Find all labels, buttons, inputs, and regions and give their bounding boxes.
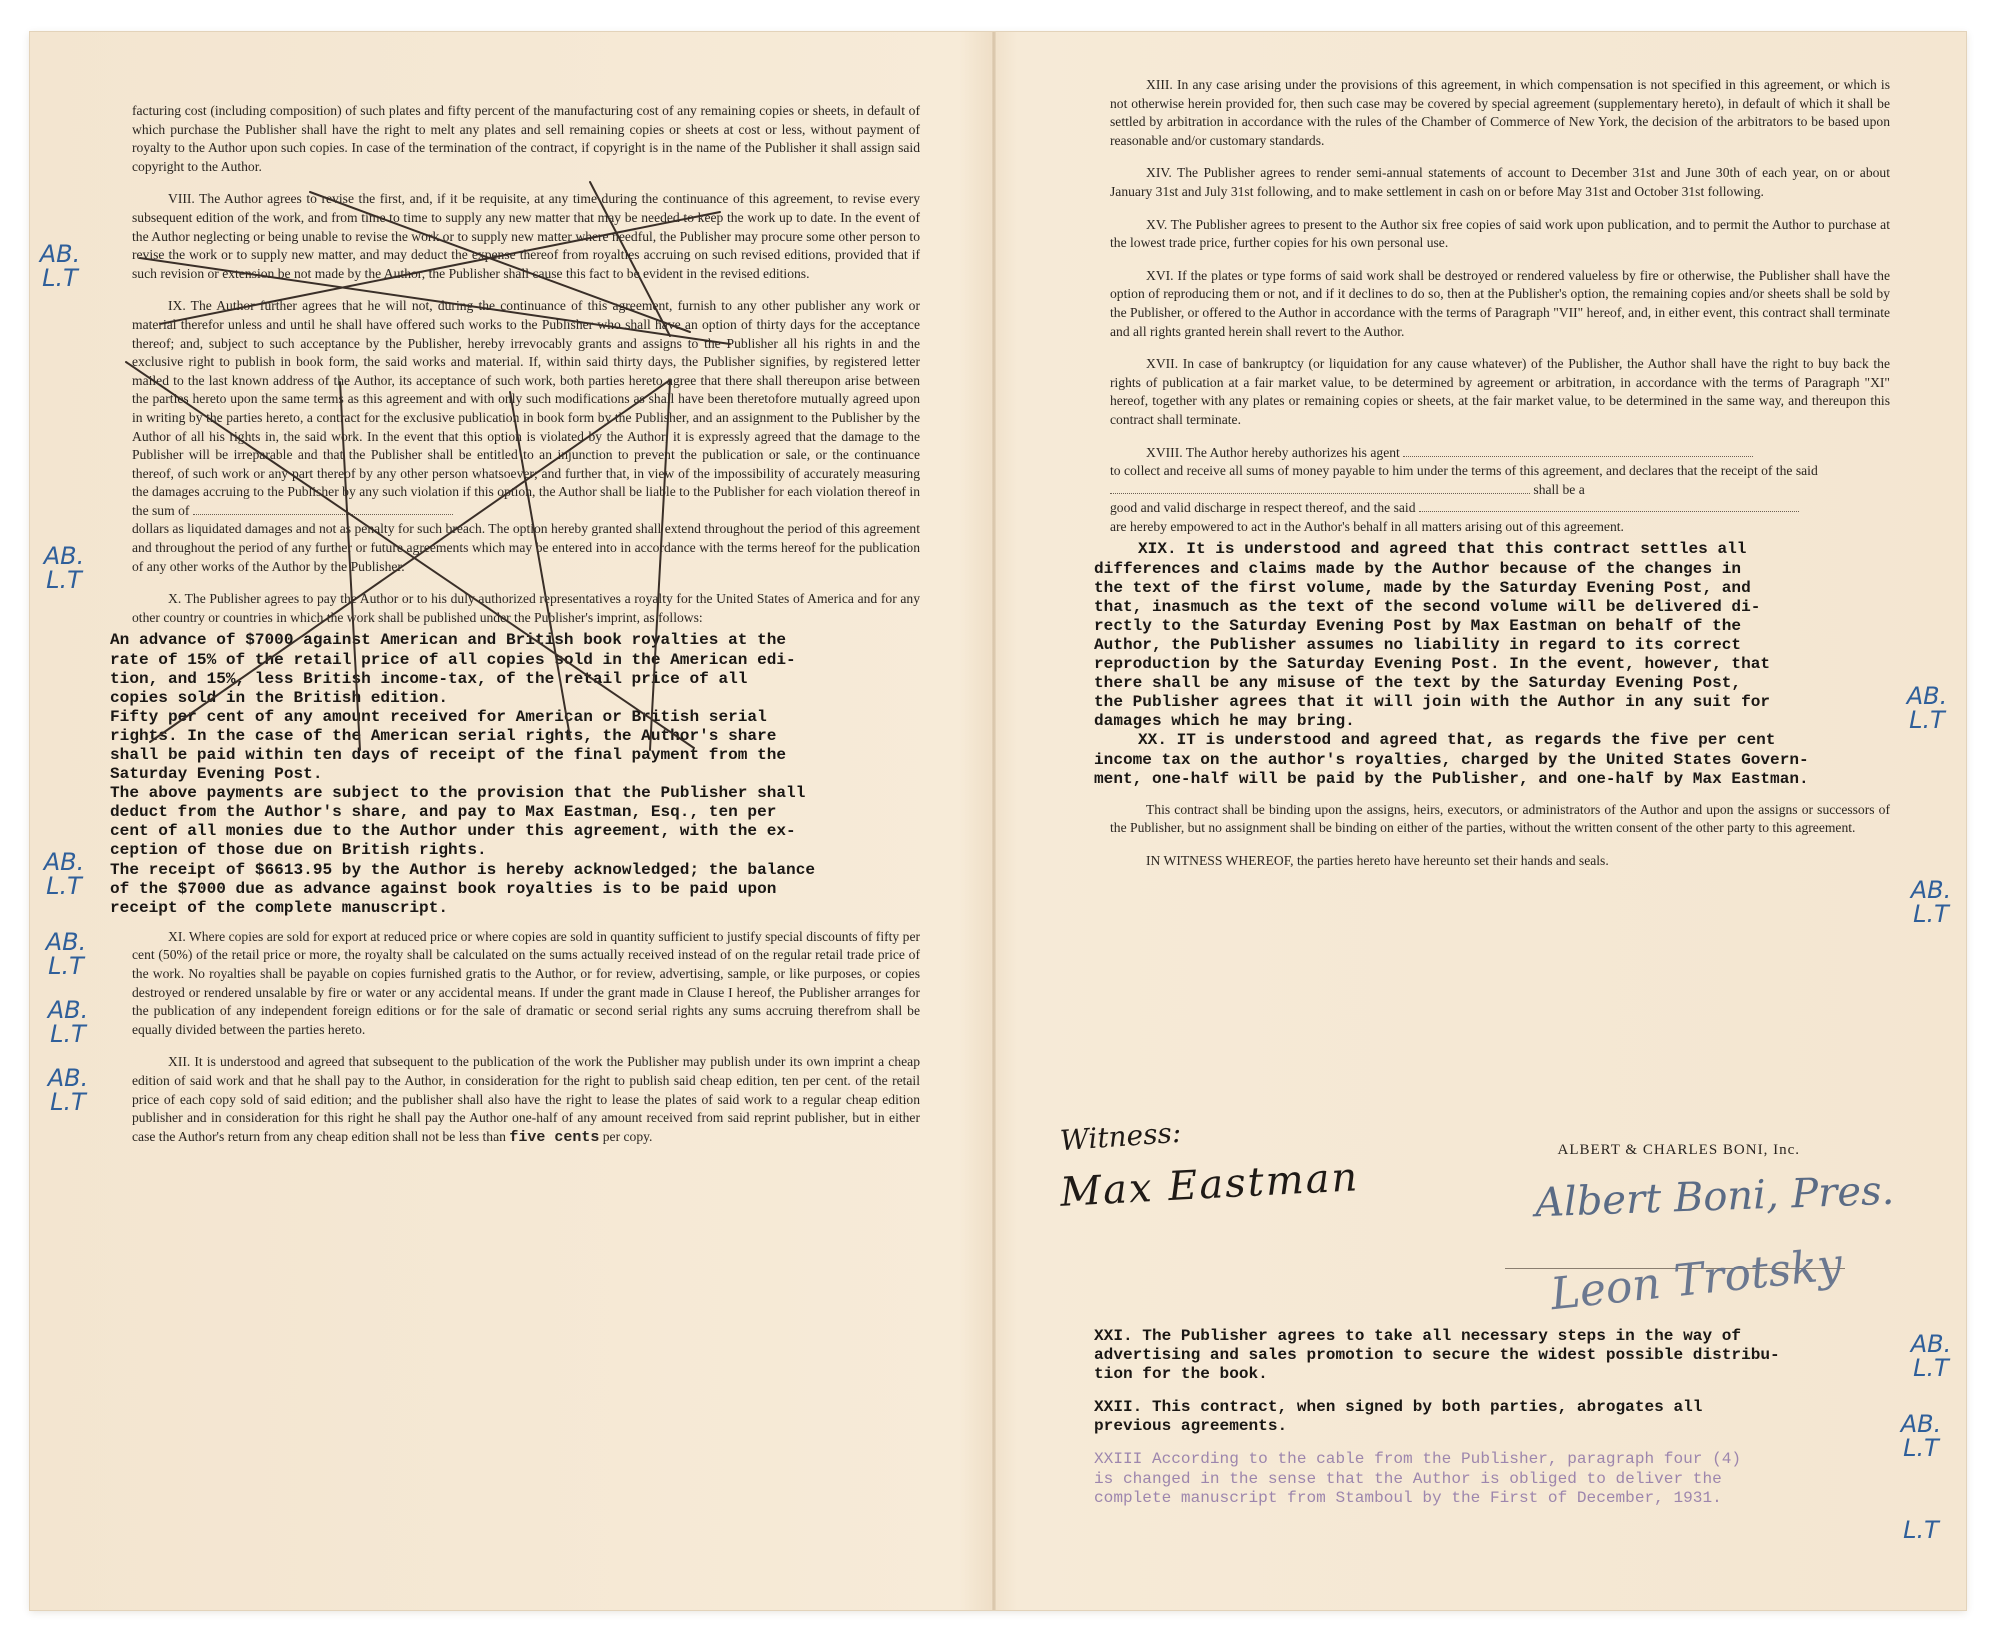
damages-amount-blank [193, 504, 453, 515]
clause-viii: VIII. The Author agrees to revise the first, and, if it be requisite, at any time during the continuance of this agreement, to revise every subsequent edition of the work, and from time to time to supply any new matter that may be needed to keep the work up to date. In the event of the Author neglecting or being unable to revise the work or to supply new matter where needful, the Publisher may procure some other person to revise the work or to supply new matter, and may deduct the expense thereof from royalties accruing on such revised editions, provided that if such revision or extension be not made by the Author, the Publisher shall cause this fact to be evident in the revised editions. [132, 191, 920, 281]
initials-receipt-lt: L.T [50, 1088, 86, 1116]
said-party-blank [1419, 501, 1799, 512]
initials-xix [1892, 684, 1962, 732]
clause-xviii-line-b: to collect and receive all sums of money payable to him under the terms of this agreement, and declares that the receipt of the said [1110, 463, 1818, 479]
typed-advance-terms: An advance of $7000 against American and British book royalties at the rate of 15% of the retail price of all copies sold in the American edi- tion, and 15%, less British income-tax, of the retail price of all copies sold in the British edition. [110, 631, 796, 707]
initials-proviso [38, 998, 98, 1046]
typed-eastman-proviso: The above payments are subject to the provision that the Publisher shall deduct from the Author's share, and pay to Max Eastman, Esq., ten per cent of all monies due to the Author under this agreement, with the ex- ception of those due on British rights. [110, 784, 806, 860]
clause-xviii-line-e: are hereby empowered to act in the Author's behalf in all matters arising out of this agreement. [1110, 518, 1624, 534]
witness-signature-eastman: Max Eastman [1059, 1154, 1361, 1216]
clause-xviii-line-d: good and valid discharge in respect thereof, and the said [1110, 500, 1416, 516]
binding-clause: This contract shall be binding upon the assigns, heirs, executors, or administrators of the Author and upon the assigns or successors of the Publisher, but no assignment shall be binding on either of the parties, without the written consent of the other party to this agreement. [1110, 801, 1890, 836]
initials-ix-ab: AB. [43, 542, 85, 570]
clause-ix [132, 297, 920, 520]
clause-xii-text: XII. It is understood and agreed that subsequent to the publication of the work the Publisher may publish under its own imprint a cheap edition of said work and that he shall pay to the Author, in consideration for the right to publish said cheap edition, ten per cent. of the retail price of each copy sold of said edition; and the publisher shall also have the right to lease the plates of said work to a regular cheap edition publisher and in consideration for this right he shall pay the Author one-half of any amount received from said reprint publisher, but in either case the Author's return from any cheap edition shall not be less than [132, 1054, 920, 1144]
clause-ix-block [132, 297, 920, 576]
paragraph-vii-continuation: facturing cost (including composition) of such plates and fifty percent of the manufacturing cost of any remaining copies or sheets, in default of which purchase the Publisher shall have the right to melt any plates and sell remaining copies or sheets at cost or less, without payment of royalty to the Author upon such copies. In case of the termination of the contract, if copyright is in the name of the Publisher it shall assign said copyright to the Author. [132, 103, 920, 174]
initials-serial [36, 930, 96, 978]
initials-xxiii [1886, 1518, 1956, 1542]
typed-clauses-xix-xx [1094, 540, 1894, 788]
author-signature-trotsky: Leon Trotsky [1548, 1238, 1845, 1321]
agent-name-blank [1403, 446, 1753, 457]
initials-xxi-lt: L.T [1913, 1354, 1949, 1382]
publisher-name: ALBERT & CHARLES BONI, Inc. [1557, 1142, 1800, 1158]
initials-advance-lt: L.T [46, 872, 82, 900]
initials-xxii [1886, 1412, 1956, 1460]
initials-xx-lt: L.T [1913, 900, 1949, 928]
initials-xxii-ab: AB. [1900, 1410, 1942, 1438]
left-page-column [110, 102, 920, 1161]
initials-advance-ab: AB. [43, 848, 85, 876]
clause-xii-typed-insert: five cents [509, 1128, 600, 1146]
initials-xxiii-lt: L.T [1903, 1516, 1939, 1544]
initials-xxi-ab: AB. [1910, 1330, 1952, 1358]
typed-serial-rights: Fifty per cent of any amount received for American or British serial rights. In the case of the American serial rights, the Author's share shall be paid within ten days of receipt of the final payment from the Saturday Evening Post. [110, 707, 787, 784]
typed-clause-xxi: XXI. The Publisher agrees to take all necessary steps in the way of advertising and sales promotion to secure the widest possible distribu- tion for the book. [1094, 1327, 1780, 1384]
typed-clause-xxiii-faded: XXIII According to the cable from the Publisher, paragraph four (4) is changed in the sense that the Author is obliged to deliver the complete manuscript from Stamboul by the First of December, 1931. [1094, 1450, 1742, 1507]
typed-clauses-xxi-xxiii [1094, 1327, 1894, 1508]
witness-clause: IN WITNESS WHEREOF, the parties hereto have hereunto set their hands and seals. [1146, 852, 1609, 868]
document-sheet [30, 32, 1966, 1610]
initials-xxii-lt: L.T [1903, 1434, 1939, 1462]
initials-serial-lt: L.T [48, 952, 84, 980]
clause-xv: XV. The Publisher agrees to present to the Author six free copies of said work upon publication, and to permit the Author to purchase at the lowest trade price, further copies for his own personal use. [1110, 216, 1890, 251]
witness-label-handwritten: Witness: [1058, 1115, 1183, 1158]
page-fold [992, 32, 996, 1610]
clause-xviii-line-c: shall be a [1533, 481, 1585, 497]
right-page-column [1094, 76, 1890, 884]
initials-ix [34, 544, 94, 592]
initials-receipt [38, 1066, 98, 1114]
clause-xii [132, 1053, 920, 1147]
clause-xvii: XVII. In case of bankruptcy (or liquidation for any cause whatever) of the Publisher, the Author shall have the right to buy back the rights of publication at a fair market value, to be determined by agreement or arbitration, in accordance with the terms of Paragraph "XI" hereof, together with any plates or remaining copies or sheets, at the fair market value, to be determined in the same way, and thereupon this contract shall terminate. [1110, 356, 1890, 427]
initials-proviso-lt: L.T [50, 1020, 86, 1048]
clause-xii-end: per copy. [602, 1128, 653, 1144]
clause-viii-block [132, 190, 920, 283]
typed-receipt-acknowledgement: The receipt of $6613.95 by the Author is hereby acknowledged; the balance of the $7000 due as advance against book royalties is to be paid upon receipt of the complete manuscript. [110, 860, 816, 917]
clause-xiv: XIV. The Publisher agrees to render semi-annual statements of account to December 31st and June 30th of each year, on or about January 31st and July 31st following, and to make settlement in cash on or before May 31st and October 31st following. [1110, 165, 1890, 199]
clause-xvi: XVI. If the plates or type forms of said work shall be destroyed or rendered valueless by fire or otherwise, the Publisher shall have the option of reproducing them or not, and if it declines to do so, then at the Publisher's option, the remaining copies and/or sheets shall be sold by the Publisher, or offered to the Author in accordance with the terms of Paragraph "VII" hereof, and, in either event, this contract shall terminate and all rights granted herein shall revert to the Author. [1110, 267, 1890, 339]
said-blank [1110, 483, 1530, 494]
clause-xviii-line-a: XVIII. The Author hereby authorizes his agent [1146, 444, 1400, 460]
clause-ix-end: dollars as liquidated damages and not as penalty for such breach. The option hereby granted shall extend throughout the period of this agreement and throughout the period of any further or future agreements which may be entered into in accordance with the terms hereof for the publication of any other works of the Author by the Publisher. [132, 521, 920, 574]
clause-xi: XI. Where copies are sold for export at reduced price or where copies are sold in quantity sufficient to justify special discounts of fifty per cent (50%) of the retail price or more, the royalty shall be calculated on the sums actually received instead of on the regular retail trade price of the work. No royalties shall be payable on copies furnished gratis to the Author, or for review, advertising, sample, or like purposes, or copies destroyed or rendered unsalable by fire or water or any accidental means. If under the grant made in Clause I hereof, the Publisher arranges for the publication of any independent foreign editions or for the sale of dramatic or second serial rights any sums accruing therefrom shall be equally divided between the parties hereto. [132, 928, 920, 1037]
initials-proviso-ab: AB. [47, 996, 89, 1024]
initials-xx [1896, 878, 1966, 926]
initials-receipt-ab: AB. [47, 1064, 89, 1092]
publisher-signature-boni: Albert Boni, Pres. [1534, 1167, 1895, 1227]
typed-clause-xxii: XXII. This contract, when signed by both parties, abrogates all previous agreements. [1094, 1398, 1703, 1436]
initials-xix-lt: L.T [1909, 706, 1945, 734]
initials-viii [30, 242, 90, 290]
initials-serial-ab: AB. [45, 928, 87, 956]
initials-viii-ab: AB. [39, 240, 81, 268]
initials-xxi [1896, 1332, 1966, 1380]
clause-ix-text: IX. The Author further agrees that he will not, during the continuance of this agreement, furnish to any other publisher any work or material therefor unless and until he shall have offered such works to the Publisher who shall have an option of thirty days for the acceptance thereof; and, subject to such acceptance by the Publisher, hereby irrevocably grants and assigns to the Publisher all his rights in and the exclusive right to publish in book form, the said works and material. If, within said thirty days, the Publisher signifies, by registered letter mailed to the last known address of the Author, its acceptance of such work, both parties hereto agree that there shall thereupon arise between the parties hereto upon the same terms as this agreement and with only such modifications as shall have been theretofore mutually agreed upon in writing by the parties hereto, a contract for the exclusive publication in book form by the Publisher, and an assignment to the Publisher by the Author of all his rights in, the said work. In the event that this option is violated by the Author, it is expressly agreed that the damage to the Publisher will be irreparable and that the Publisher shall be entitled to an injunction to prevent the publication or sale, or the continuance thereof, of such work or any part thereof by any other person whatsoever; and further that, in view of the impossibility of accurately measuring the damages accruing to the Publisher by any such violation if this option, the Author shall be liable to the Publisher for each violation thereof in the sum of [132, 298, 920, 518]
typed-clause-xix: XIX. It is understood and agreed that this contract settles all differences and claims made by the Author because of the changes in the text of the first volume, made by the Saturday Evening Post, and that, inasmuch as the text of the second volume will be delivered di- rectly to the Saturday Evening Post by Max Eastman on behalf of the Author, the Publisher assumes no liability in regard to its correct reproduction by the Saturday Evening Post. In the event, however, that there shall be any misuse of the text by the Saturday Evening Post, the Publisher agrees that it will join with the Author in any suit for damages which he may bring. [1094, 540, 1771, 731]
initials-ix-lt: L.T [46, 566, 82, 594]
clause-xviii [1110, 444, 1890, 537]
initials-viii-lt: L.T [42, 264, 78, 292]
typed-clause-xx: XX. IT is understood and agreed that, as regards the five per cent income tax on the author's royalties, charged by the United States Govern- ment, one-half will be paid by the Publisher, and one-half by Max Eastman. [1094, 731, 1809, 788]
clause-x: X. The Publisher agrees to pay the Author or to his duly authorized representatives a royalty for the United States of America and for any other country or countries in which the work shall be published under the Publisher's imprint, as follows: [132, 591, 920, 625]
clause-xiii: XIII. In any case arising under the provisions of this agreement, in which compensation is not specified in this agreement, or which is not otherwise herein provided for, then such case may be covered by special agreement (supplementary hereto), in default of which it shall be settled by arbitration in accordance with the rules of the Chamber of Commerce of New York, the decision of the arbitrators to be based upon reasonable and/or customary standards. [1110, 77, 1890, 148]
initials-advance [34, 850, 94, 898]
typed-royalty-terms [110, 631, 940, 917]
initials-xix-ab: AB. [1906, 682, 1948, 710]
initials-xx-ab: AB. [1910, 876, 1952, 904]
